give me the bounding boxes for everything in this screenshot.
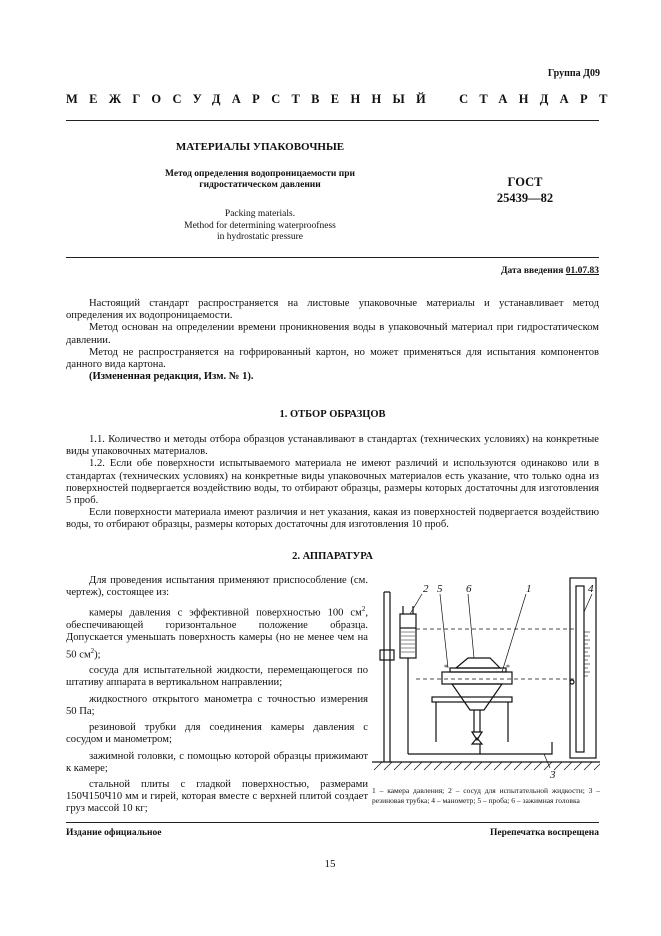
section-heading: 1. ОТБОР ОБРАЗЦОВ	[279, 409, 386, 420]
paragraph: Метод основан на определении времени проникновения воды в упаковочный материал при гидростатическом давлении.	[66, 322, 599, 346]
figure-label-1: 1	[526, 583, 532, 595]
document-subtitle	[130, 169, 390, 191]
text-run: );	[94, 649, 101, 661]
paragraph: Для проведения испытания применяют приспособление (см. чертеж), состоящее из:	[66, 575, 368, 599]
page-number: 15	[324, 858, 336, 870]
figure-label-2: 2	[423, 583, 429, 595]
paragraph: 1.1. Количество и методы отбора образцов устанавливают в стандартах (технических условиях) на конкретные виды упаковочных материалов.	[66, 434, 599, 458]
footer-rule	[66, 822, 599, 823]
official-edition: Издание официальное	[66, 828, 162, 838]
banner-right: СТАНДАРТ	[459, 92, 619, 106]
section-heading: 2. АППАРАТУРА	[292, 551, 373, 562]
superscript: 2	[361, 605, 366, 614]
paragraph	[66, 603, 368, 661]
figure-caption: 1 – камера давления; 2 – сосуд для испытательной жидкости; 3 – резиновая трубка; 4 – манометр; 5 – проба; 6 – зажимная головка	[372, 786, 600, 805]
intro-text	[66, 298, 599, 383]
english-title	[130, 209, 390, 244]
manometer	[570, 578, 596, 758]
figure-label-3: 3	[550, 769, 556, 781]
subtitle-line: Метод определения водопроницаемости при	[165, 169, 355, 179]
standard-banner	[66, 92, 619, 107]
effective-date	[400, 266, 599, 276]
group-code: Группа Д09	[547, 68, 600, 79]
reprint-prohibited: Перепечатка воспрещена	[489, 828, 599, 838]
header-rule	[66, 120, 599, 121]
date-label: Дата введения	[500, 266, 564, 276]
paragraph: жидкостного открытого манометра с точностью измерения 50 Па;	[66, 693, 368, 717]
paragraph: Если поверхности материала имеют различия и нет указания, какая из поверхностей подвергается воздействию воды, то отбирают образцы, размеры которых достаточны для изготовления 10 проб.	[66, 507, 599, 531]
superscript: 2	[90, 646, 95, 655]
paragraph: сосуда для испытательной жидкости, перемещающегося по штативу аппарата в вертикальном направлении;	[66, 665, 368, 689]
paragraph: Настоящий стандарт распространяется на листовые упаковочные материалы и устанавливает метод определения их водопроницаемости.	[66, 298, 599, 322]
clamping-head	[456, 658, 500, 668]
gost-label: ГОСТ	[507, 175, 543, 189]
text-run: камеры давления с эффективной поверхностью 100 см	[89, 607, 362, 619]
gost-number	[470, 174, 580, 206]
svg-text:*: *	[506, 663, 510, 672]
paragraph: зажимной головки, с помощью которой образцы прижимают к камере;	[66, 750, 368, 774]
paragraph: резиновой трубки для соединения камеры давления с сосудом и манометром;	[66, 722, 368, 746]
paragraph: стальной плиты с гладкой поверхностью, размерами 150Ч150Ч10 мм и гирей, которая вместе с верхней плитой создает груз массой 10 кг;	[66, 778, 368, 815]
section2-text	[66, 575, 368, 820]
amendment-note: (Измененная редакция, Изм. № 1).	[89, 371, 254, 383]
subtitle-line: гидростатическом давлении	[199, 180, 321, 190]
pressure-chamber	[442, 672, 512, 684]
svg-text:*: *	[444, 663, 448, 672]
paragraph: Метод не распространяется на гофрированный картон, но может применяться для испытания компонентов данного вида картона.	[66, 346, 599, 371]
english-title-line: in hydrostatic pressure	[216, 232, 303, 242]
english-title-line: Packing materials.	[224, 209, 296, 219]
banner-left: МЕЖГОСУДАРСТВЕННЫЙ	[66, 92, 438, 106]
figure-label-5: 5	[437, 583, 443, 595]
ground-hatch	[374, 762, 600, 770]
english-title-line: Method for determining waterproofness	[184, 220, 336, 231]
date-value: 01.07.83	[565, 266, 599, 276]
section1-text	[66, 434, 599, 532]
figure-label-6: 6	[466, 583, 472, 595]
text-run: , обеспечивающей горизонтальное положение образца. Допускается уменьшать поверхность камеры (но не менее чем на 50 см	[66, 607, 368, 661]
gost-code: 25439—82	[496, 191, 554, 205]
figure-label-4: 4	[588, 583, 594, 595]
apparatus-diagram	[370, 572, 602, 784]
table-top	[432, 697, 512, 702]
paragraph: 1.2. Если обе поверхности испытываемого материала не имеют различий и используются одинаково или в стандартах (технических условиях) на конкретные виды упаковочных материалов есть указание, что только одна из поверхностей подвергается воздействию воды, то отбирают образцы, размеры которых достаточны для изготовления 5 проб.	[66, 458, 599, 507]
document-title: МАТЕРИАЛЫ УПАКОВОЧНЫЕ	[175, 141, 345, 153]
title-rule	[66, 257, 599, 258]
